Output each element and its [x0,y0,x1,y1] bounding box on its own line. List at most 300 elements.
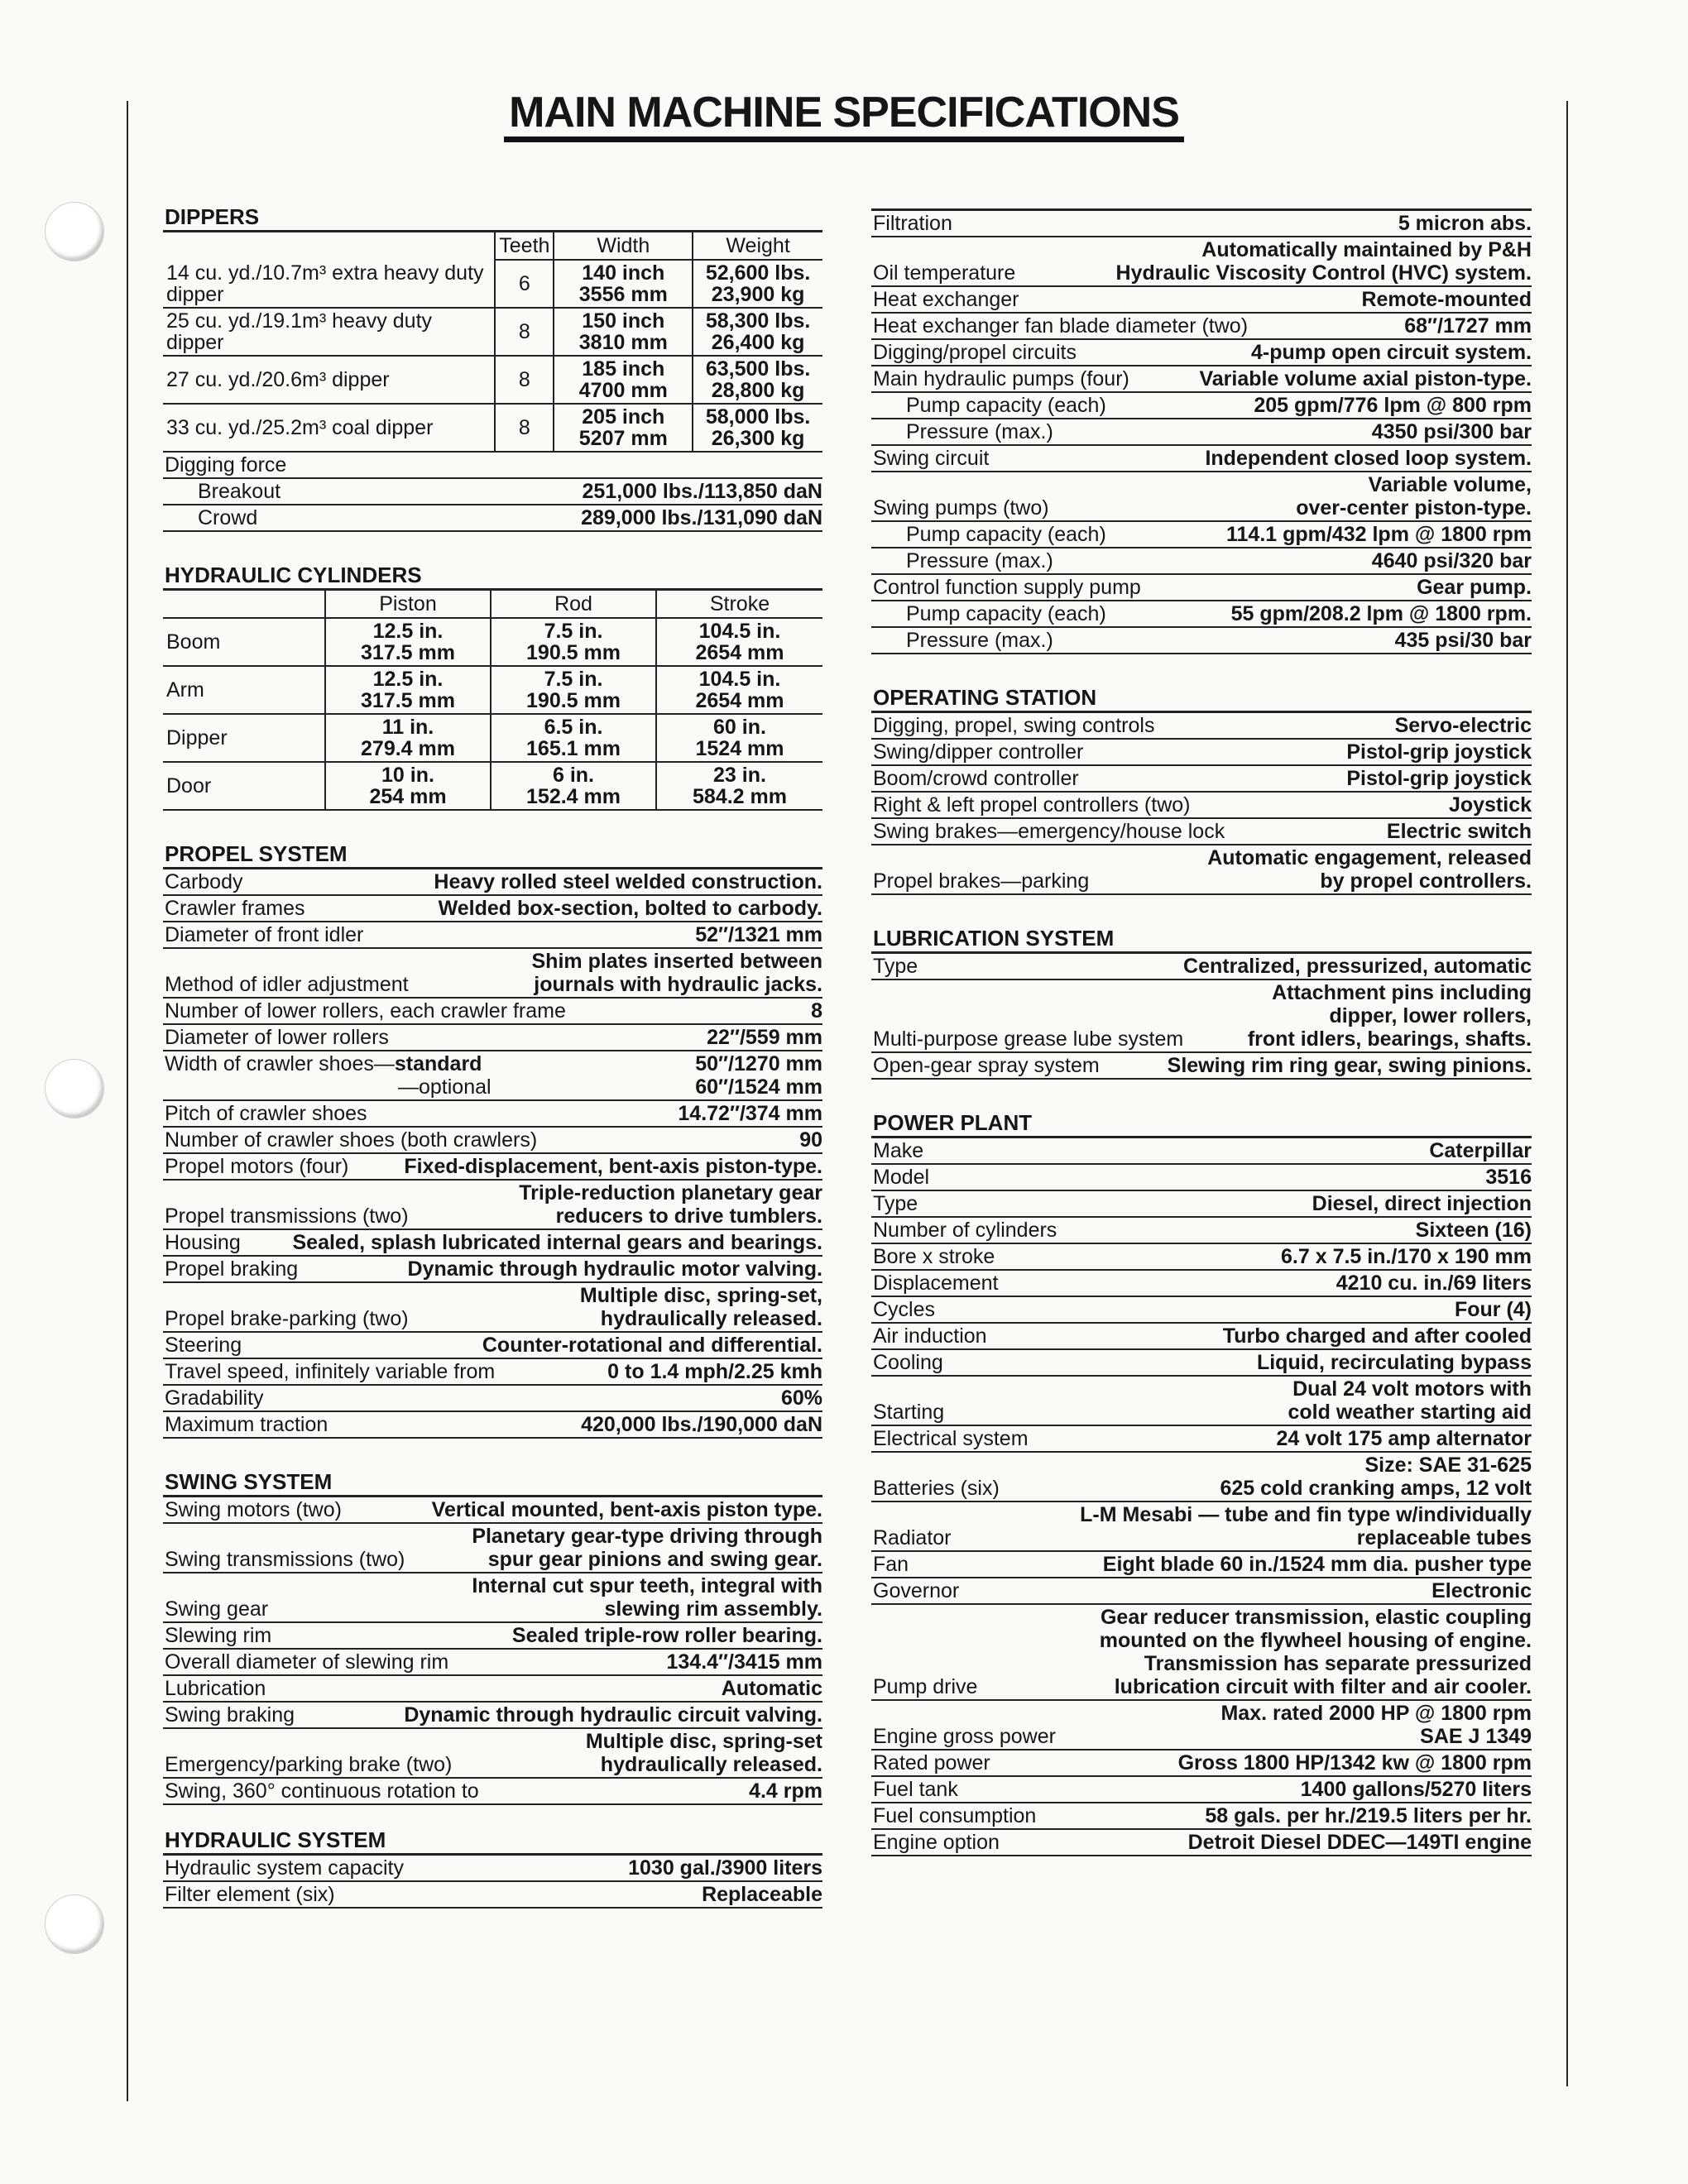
propel-value: 52″/1321 mm [695,923,822,946]
power-label: Electrical system [873,1427,1029,1450]
propel-label: Propel braking [165,1257,299,1281]
lubrication-row [871,954,1532,980]
swing-label: Swing gear [165,1597,269,1621]
lubrication-row [871,1053,1532,1080]
power-value: Liquid, recirculating bypass [1256,1351,1532,1374]
hydraulic-continued-row [871,340,1532,366]
power-label: Governor [873,1579,960,1602]
operating-section [871,684,1532,895]
dipper-teeth: 8 [495,356,554,404]
power-section [871,1109,1532,1856]
operating-row [871,793,1532,819]
lubrication-heading: LUBRICATION SYSTEM [871,925,1532,954]
operating-value: Joystick [1448,793,1532,817]
swing-label: Swing motors (two) [165,1498,342,1521]
hydraulic-continued-row [871,548,1532,575]
swing-label: Overall diameter of slewing rim [165,1650,449,1674]
swing-rows [163,1497,822,1805]
swing-row [163,1703,822,1729]
power-label: Air induction [873,1324,987,1348]
cylinders-col-stroke: Stroke [656,591,822,618]
propel-row [163,1359,822,1386]
dippers-body [163,260,822,452]
power-row [871,1377,1532,1426]
dippers-header-blank [163,232,495,260]
power-row [871,1165,1532,1191]
dipper-weight: 63,500 lbs. 28,800 kg [693,356,822,404]
cylinders-header-row [163,591,822,618]
crawler-shoes-width-value [500,1052,822,1099]
propel-label: Gradability [165,1387,264,1410]
dipper-teeth: 6 [495,260,554,308]
propel-row [163,869,822,896]
binder-hole-bottom [45,1894,104,1954]
breakout-row [163,479,822,505]
crawler-shoes-optional-value: 60″/1524 mm [695,1075,822,1099]
propel-label: Diameter of lower rollers [165,1026,389,1049]
dippers-header-row [163,232,822,260]
operating-value: Electric switch [1386,820,1532,843]
cylinder-piston: 10 in. 254 mm [325,762,491,810]
swing-value: 134.4″/3415 mm [666,1650,822,1674]
swing-label: Slewing rim [165,1624,272,1647]
power-value: Size: SAE 31-625 625 cold cranking amps, 12 volt [1220,1454,1532,1500]
power-value: 58 gals. per hr./219.5 liters per hr. [1205,1804,1532,1827]
power-row [871,1751,1532,1777]
hydraulic-continued-value: Automatically maintained by P&H Hydraulic Viscosity Control (HVC) system. [1115,238,1532,285]
propel-row [163,949,822,999]
cylinders-body [163,618,822,810]
hydraulic-continued-value: 205 gpm/776 lpm @ 800 rpm [1254,394,1532,417]
hydraulic-continued-rows [871,211,1532,654]
power-value: Eight blade 60 in./1524 mm dia. pusher type [1102,1553,1532,1576]
cylinders-heading: HYDRAULIC CYLINDERS [163,562,822,591]
power-value: Gross 1800 HP/1342 kw @ 1800 rpm [1177,1751,1532,1774]
crowd-value: 289,000 lbs./131,090 daN [581,506,822,529]
power-value: 24 volt 175 amp alternator [1276,1427,1532,1450]
propel-rows-a [163,869,822,1051]
lubrication-rows [871,954,1532,1080]
hydraulic-continued-row [871,287,1532,314]
power-label: Make [873,1139,924,1162]
dipper-width: 185 inch 4700 mm [554,356,693,404]
dipper-name: 25 cu. yd./19.1m³ heavy duty dipper [163,308,495,356]
swing-section [163,1468,822,1805]
hydraulic-continued-label: Pump capacity (each) [906,394,1106,417]
operating-row [871,713,1532,740]
hydraulic-continued-value: 4350 psi/300 bar [1371,420,1532,443]
cylinder-stroke: 23 in. 584.2 mm [656,762,822,810]
cylinder-rod: 7.5 in. 190.5 mm [491,618,656,666]
propel-value: Triple-reduction planetary gear reducers to drive tumblers. [519,1181,822,1228]
hydraulic-continued-value: 4-pump open circuit system. [1251,341,1532,364]
dipper-weight: 58,300 lbs. 26,400 kg [693,308,822,356]
propel-label: Propel brake-parking (two) [165,1307,409,1330]
hydraulic-continued-row [871,237,1532,287]
operating-label: Propel brakes—parking [873,869,1090,893]
power-value: Diesel, direct injection [1312,1192,1532,1215]
propel-value: 90 [799,1128,822,1152]
propel-value: Shim plates inserted between journals with hydraulic jacks. [531,950,822,996]
power-row [871,1830,1532,1856]
power-row [871,1453,1532,1502]
crawler-shoes-optional: —optional [398,1075,492,1099]
swing-row [163,1676,822,1703]
operating-label: Right & left propel controllers (two) [873,793,1191,817]
power-value: Turbo charged and after cooled [1222,1324,1532,1348]
swing-value: 4.4 rpm [749,1779,822,1803]
cylinder-row [163,714,822,762]
dipper-teeth: 8 [495,404,554,452]
operating-rows [871,713,1532,895]
hydraulic-continued-row [871,393,1532,419]
cylinder-name: Dipper [163,714,325,762]
propel-label: Propel transmissions (two) [165,1205,409,1228]
hydraulic-row [163,1882,822,1909]
propel-row [163,1128,822,1154]
power-label: Model [873,1166,930,1189]
dipper-weight: 58,000 lbs. 26,300 kg [693,404,822,452]
crawler-shoes-width-row [163,1051,822,1101]
propel-label: Steering [165,1334,242,1357]
swing-value: Planetary gear-type driving through spur gear pinions and swing gear. [472,1525,822,1571]
power-label: Rated power [873,1751,990,1774]
dipper-weight: 52,600 lbs. 23,900 kg [693,260,822,308]
propel-row [163,922,822,949]
propel-label: Crawler frames [165,897,305,920]
propel-row [163,1257,822,1283]
power-label: Displacement [873,1272,999,1295]
power-label: Cycles [873,1298,936,1321]
cylinder-piston: 12.5 in. 317.5 mm [325,618,491,666]
cylinders-col-rod: Rod [491,591,656,618]
hydraulic-continued-label: Control function supply pump [873,576,1141,599]
cylinders-table [163,591,822,811]
power-value: Four (4) [1454,1298,1532,1321]
power-value: 6.7 x 7.5 in./170 x 190 mm [1281,1245,1532,1268]
dipper-name: 14 cu. yd./10.7m³ extra heavy duty dipper [163,260,495,308]
swing-value: Automatic [721,1677,822,1700]
dippers-col-teeth: Teeth [495,232,554,260]
lubrication-label: Type [873,955,918,978]
propel-rows-b [163,1101,822,1439]
hydraulic-continued-row [871,446,1532,472]
swing-label: Swing transmissions (two) [165,1548,405,1571]
cylinder-name: Arm [163,666,325,714]
hydraulic-continued-label: Main hydraulic pumps (four) [873,367,1129,390]
lubrication-label: Multi-purpose grease lube system [873,1027,1184,1051]
breakout-value: 251,000 lbs./113,850 daN [582,480,822,503]
operating-row [871,766,1532,793]
propel-value: 0 to 1.4 mph/2.25 kmh [607,1360,822,1383]
hydraulic-continued-section [871,208,1532,654]
dippers-col-width: Width [554,232,693,260]
hydraulic-continued-label: Filtration [873,212,952,235]
left-column [163,204,822,1909]
dipper-row [163,356,822,404]
hydraulic-row [163,1856,822,1882]
hydraulic-continued-value: 55 gpm/208.2 lpm @ 1800 rpm. [1230,602,1532,625]
power-label: Cooling [873,1351,943,1374]
power-row [871,1578,1532,1605]
operating-label: Digging, propel, swing controls [873,714,1155,737]
hydraulic-heading: HYDRAULIC SYSTEM [163,1827,822,1856]
propel-label: Number of lower rollers, each crawler frame [165,999,566,1023]
power-label: Pump drive [873,1675,978,1698]
hydraulic-continued-value: Remote-mounted [1361,288,1532,311]
hydraulic-continued-label: Pressure (max.) [906,629,1053,652]
swing-value: Dynamic through hydraulic circuit valving. [404,1703,822,1727]
power-label: Starting [873,1401,945,1424]
propel-value: Sealed, splash lubricated internal gears and bearings. [292,1231,822,1254]
power-row [871,1244,1532,1271]
hydraulic-continued-row [871,575,1532,601]
hydraulic-continued-label: Pump capacity (each) [906,602,1106,625]
operating-label: Swing/dipper controller [873,740,1084,764]
power-heading: POWER PLANT [871,1109,1532,1138]
power-row [871,1324,1532,1350]
propel-label: Method of idler adjustment [165,973,409,996]
cylinder-rod: 6.5 in. 165.1 mm [491,714,656,762]
hydraulic-continued-row [871,314,1532,340]
hydraulic-continued-label: Heat exchanger [873,288,1019,311]
operating-row [871,845,1532,895]
swing-row [163,1524,822,1573]
power-value: L-M Mesabi — tube and fin type w/individually replaceable tubes [1080,1503,1532,1549]
cylinder-stroke: 104.5 in. 2654 mm [656,618,822,666]
power-label: Number of cylinders [873,1219,1057,1242]
hydraulic-continued-label: Swing circuit [873,447,990,470]
hydraulic-section [163,1827,822,1909]
dipper-teeth: 8 [495,308,554,356]
digging-force-row [163,453,822,479]
dipper-name: 33 cu. yd./25.2m³ coal dipper [163,404,495,452]
hydraulic-label: Filter element (six) [165,1883,335,1906]
crowd-label: Crowd [198,506,258,529]
propel-row [163,1412,822,1439]
power-row [871,1138,1532,1165]
propel-label: Number of crawler shoes (both crawlers) [165,1128,538,1152]
dipper-width: 140 inch 3556 mm [554,260,693,308]
swing-label: Lubrication [165,1677,266,1700]
binder-hole-middle [45,1059,104,1118]
hydraulic-label: Hydraulic system capacity [165,1856,404,1880]
swing-heading: SWING SYSTEM [163,1468,822,1497]
digging-force-label: Digging force [165,453,287,477]
operating-heading: OPERATING STATION [871,684,1532,713]
right-column [871,208,1532,1856]
hydraulic-continued-value: Variable volume, over-center piston-type. [1296,473,1532,520]
binder-hole-top [45,202,104,261]
power-label: Type [873,1192,918,1215]
lubrication-value: Attachment pins including dipper, lower rollers, front idlers, bearings, shafts. [1247,981,1532,1051]
swing-row [163,1729,822,1779]
propel-row [163,1154,822,1181]
cylinder-stroke: 60 in. 1524 mm [656,714,822,762]
hydraulic-value: Replaceable [702,1883,822,1906]
power-row [871,1777,1532,1803]
propel-value: 420,000 lbs./190,000 daN [581,1413,822,1436]
dipper-name: 27 cu. yd./20.6m³ dipper [163,356,495,404]
operating-value: Automatic engagement, released by propel controllers. [1207,846,1532,893]
power-row [871,1605,1532,1701]
lubrication-value: Centralized, pressurized, automatic [1183,955,1532,978]
propel-value: 8 [811,999,822,1023]
power-label: Batteries (six) [873,1477,1000,1500]
propel-row [163,1283,822,1333]
swing-value: Multiple disc, spring-set hydraulically released. [585,1730,822,1776]
dippers-table [163,232,822,453]
operating-value: Pistol-grip joystick [1346,767,1532,790]
power-row [871,1701,1532,1751]
swing-value: Vertical mounted, bent-axis piston type. [431,1498,822,1521]
propel-label: Carbody [165,870,243,893]
operating-row [871,740,1532,766]
dipper-row [163,308,822,356]
propel-row [163,1333,822,1359]
propel-label: Housing [165,1231,241,1254]
power-label: Fuel tank [873,1778,958,1801]
power-row [871,1502,1532,1552]
hydraulic-continued-value: 114.1 gpm/432 lpm @ 1800 rpm [1225,523,1532,546]
crawler-shoes-width-text: Width of crawler shoes— [165,1052,395,1075]
propel-label: Pitch of crawler shoes [165,1102,367,1125]
propel-label: Maximum traction [165,1413,328,1436]
breakout-label: Breakout [198,480,281,503]
cylinder-row [163,618,822,666]
crawler-shoes-standard: standard [394,1052,482,1075]
power-row [871,1297,1532,1324]
page-title: MAIN MACHINE SPECIFICATIONS [504,89,1184,142]
hydraulic-continued-row [871,472,1532,522]
swing-label: Swing braking [165,1703,295,1727]
hydraulic-continued-value: Independent closed loop system. [1205,447,1532,470]
cylinders-col-piston: Piston [325,591,491,618]
propel-row [163,1230,822,1257]
propel-section [163,841,822,1439]
power-value: 3516 [1485,1166,1532,1189]
power-value: Detroit Diesel DDEC—149TI engine [1187,1831,1532,1854]
cylinders-header-blank [163,591,325,618]
hydraulic-continued-row [871,601,1532,628]
crawler-shoes-standard-value: 50″/1270 mm [695,1052,822,1075]
power-value: Electronic [1431,1579,1532,1602]
dipper-row [163,404,822,452]
hydraulic-continued-value: 5 micron abs. [1398,212,1532,235]
power-row [871,1552,1532,1578]
power-label: Fan [873,1553,909,1576]
operating-label: Boom/crowd controller [873,767,1079,790]
dippers-heading: DIPPERS [163,204,822,232]
operating-value: Servo-electric [1394,714,1532,737]
propel-row [163,896,822,922]
hydraulic-continued-row [871,628,1532,654]
hydraulic-continued-label: Swing pumps (two) [873,496,1049,520]
lubrication-row [871,980,1532,1053]
power-value: 4210 cu. in./69 liters [1336,1272,1532,1295]
cylinder-rod: 7.5 in. 190.5 mm [491,666,656,714]
power-label: Bore x stroke [873,1245,995,1268]
hydraulic-continued-value: 435 psi/30 bar [1394,629,1532,652]
propel-row [163,1101,822,1128]
swing-row [163,1779,822,1805]
swing-value: Internal cut spur teeth, integral with slewing rim assembly. [472,1574,822,1621]
lubrication-section [871,925,1532,1080]
propel-value: Fixed-displacement, bent-axis piston-type. [404,1155,822,1178]
hydraulic-continued-row [871,522,1532,548]
hydraulic-value: 1030 gal./3900 liters [628,1856,822,1880]
propel-label: Travel speed, infinitely variable from [165,1360,496,1383]
swing-label: Emergency/parking brake (two) [165,1753,453,1776]
hydraulic-continued-value: 4640 psi/320 bar [1371,549,1532,572]
hydraulic-continued-label: Heat exchanger fan blade diameter (two) [873,314,1249,338]
power-row [871,1426,1532,1453]
cylinder-piston: 11 in. 279.4 mm [325,714,491,762]
power-value: Gear reducer transmission, elastic coupling mounted on the flywheel housing of engine. Transmission has separate pressurized lubrication circuit with filter and air cooler. [1099,1606,1532,1698]
hydraulic-continued-label: Oil temperature [873,261,1016,285]
propel-label: Diameter of front idler [165,923,364,946]
hydraulic-continued-row [871,366,1532,393]
left-margin-rule [127,101,128,2101]
propel-value: Heavy rolled steel welded construction. [434,870,822,893]
cylinder-stroke: 104.5 in. 2654 mm [656,666,822,714]
power-value: Sixteen (16) [1415,1219,1532,1242]
propel-value: 22″/559 mm [707,1026,822,1049]
power-label: Radiator [873,1526,952,1549]
propel-value: Multiple disc, spring-set, hydraulically released. [579,1284,822,1330]
hydraulic-continued-value: Gear pump. [1417,576,1532,599]
crawler-shoes-width-label [165,1052,500,1099]
propel-value: Welded box-section, bolted to carbody. [438,897,822,920]
cylinder-rod: 6 in. 152.4 mm [491,762,656,810]
power-row [871,1350,1532,1377]
dipper-row [163,260,822,308]
power-rows [871,1138,1532,1856]
dippers-section [163,204,822,532]
cylinder-name: Door [163,762,325,810]
hydraulic-continued-label: Pressure (max.) [906,420,1053,443]
swing-row [163,1623,822,1650]
power-label: Engine gross power [873,1725,1056,1748]
swing-value: Sealed triple-row roller bearing. [511,1624,822,1647]
propel-value: 60% [780,1387,822,1410]
power-row [871,1271,1532,1297]
cylinders-section [163,562,822,811]
hydraulic-continued-label: Pump capacity (each) [906,523,1106,546]
hydraulic-rows [163,1856,822,1909]
hydraulic-continued-row [871,419,1532,446]
crowd-row [163,505,822,532]
operating-row [871,819,1532,845]
swing-row [163,1573,822,1623]
hydraulic-continued-row [871,211,1532,237]
cylinder-piston: 12.5 in. 317.5 mm [325,666,491,714]
propel-label: Propel motors (four) [165,1155,349,1178]
power-value: Caterpillar [1429,1139,1532,1162]
propel-heading: PROPEL SYSTEM [163,841,822,869]
propel-value: Counter-rotational and differential. [482,1334,822,1357]
propel-value: 14.72″/374 mm [678,1102,822,1125]
lubrication-label: Open-gear spray system [873,1054,1100,1077]
cylinder-row [163,666,822,714]
hydraulic-continued-value: Variable volume axial piston-type. [1199,367,1532,390]
propel-row [163,1181,822,1230]
operating-label: Swing brakes—emergency/house lock [873,820,1225,843]
power-label: Engine option [873,1831,1000,1854]
page-title-wrap [0,89,1688,136]
dipper-width: 205 inch 5207 mm [554,404,693,452]
hydraulic-continued-label: Digging/propel circuits [873,341,1077,364]
